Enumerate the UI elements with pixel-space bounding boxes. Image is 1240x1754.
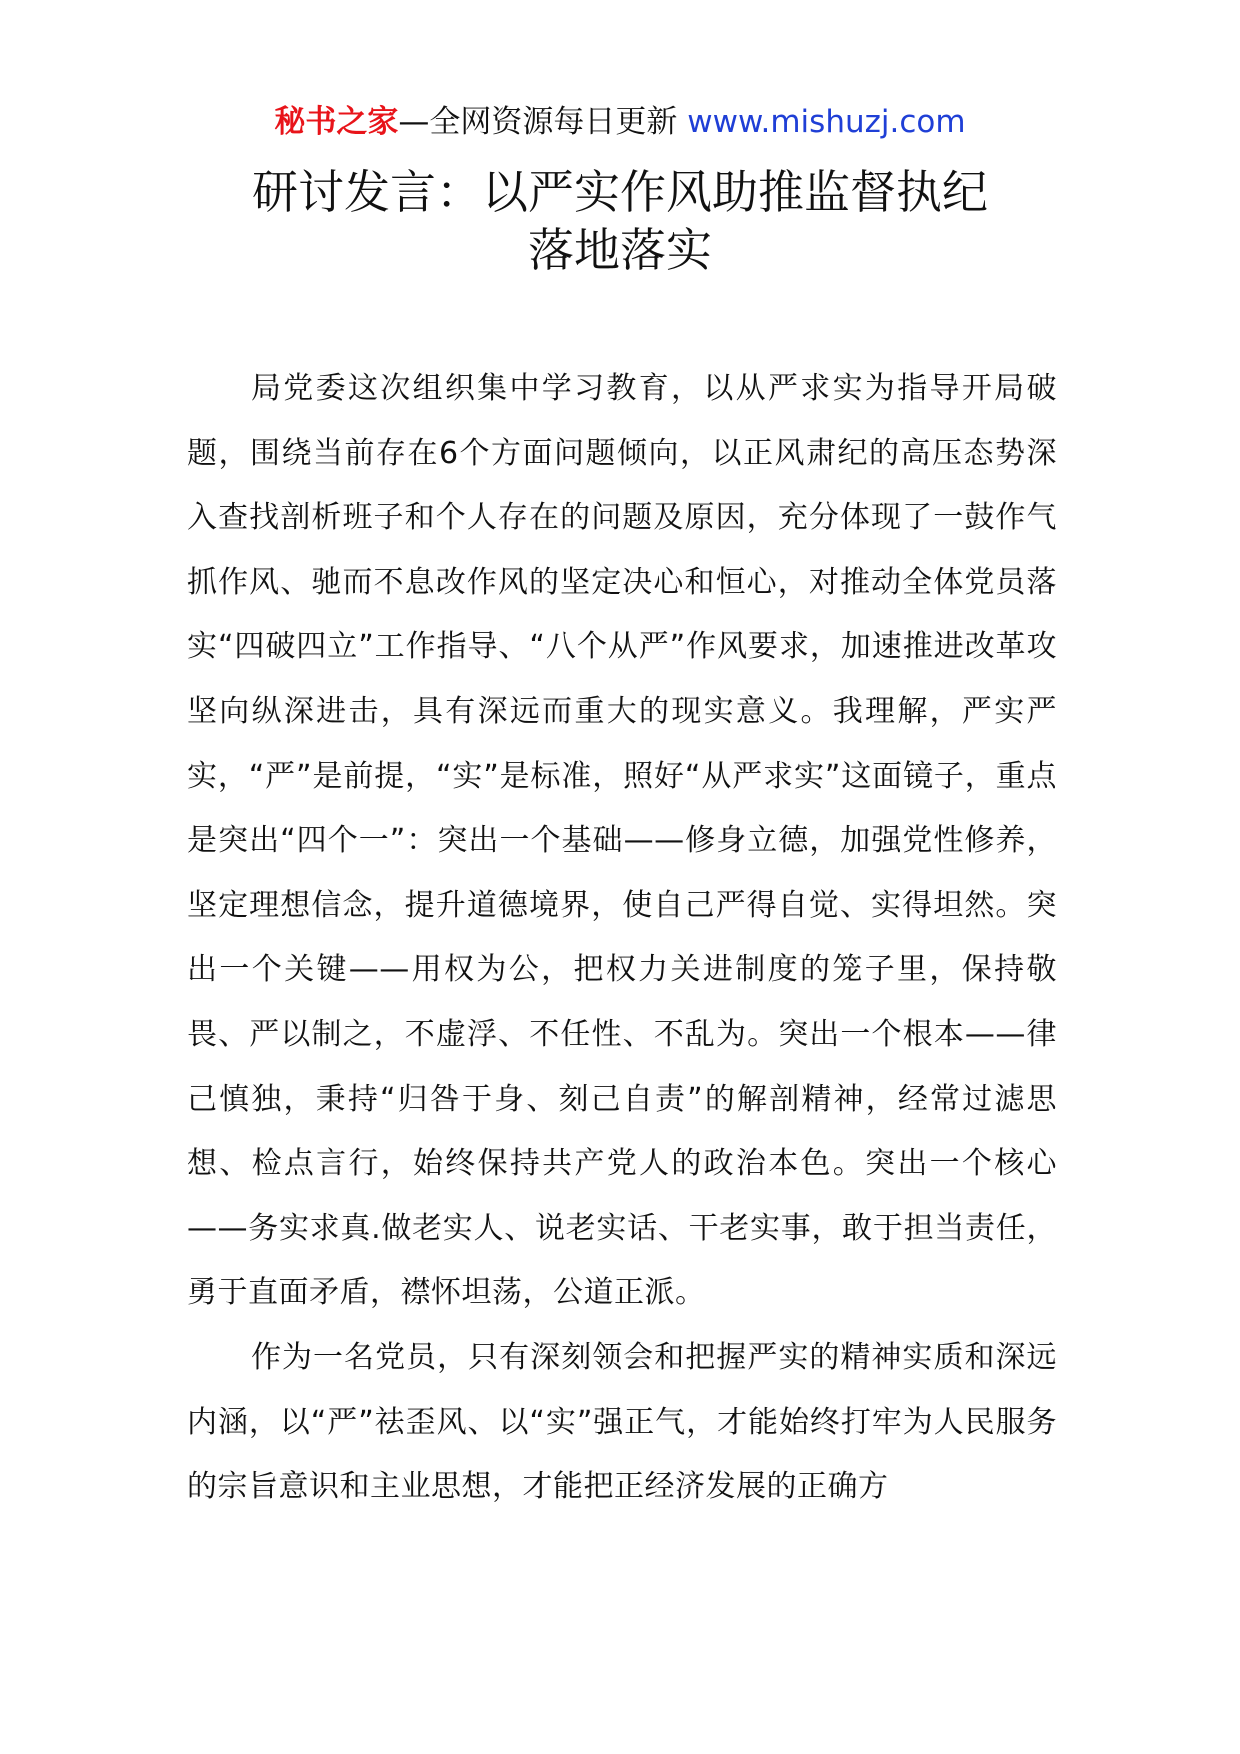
site-url-link[interactable]: www.mishuzj.com — [687, 104, 966, 140]
title-line-2: 落地落实 — [528, 223, 712, 277]
document-title — [0, 163, 1240, 279]
site-header — [0, 100, 1240, 144]
title-line-1: 研讨发言：以严实作风助推监督执纪 — [252, 165, 988, 219]
site-brand: 秘书之家 — [274, 104, 399, 140]
document-body — [187, 357, 1057, 1520]
paragraph: 局党委这次组织集中学习教育，以从严求实为指导开局破题，围绕当前存在6个方面问题倾向，以正风肃纪的高压态势深入查找剖析班子和个人存在的问题及原因，充分体现了一鼓作气抓作风、驰而不息改作风的坚定决心和恒心，对推动全体党员落实“四破四立”工作指导、“八个从严”作风要求，加速推进改革攻坚向纵深进击，具有深远而重大的现实意义。我理解，严实严实，“严”是前提，“实”是标准，照好“从严求实”这面镜子，重点是突出“四个一”：突出一个基础——修身立德，加强党性修养，坚定理想信念，提升道德境界，使自己严得自觉、实得坦然。突出一个关键——用权为公，把权力关进制度的笼子里，保持敬畏、严以制之，不虚浮、不任性、不乱为。突出一个根本——律己慎独，秉持“归咎于身、刻己自责”的解剖精神，经常过滤思想、检点言行，始终保持共产党人的政治本色。突出一个核心——务实求真.做老实人、说老实话、干老实事，敢于担当责任，勇于直面矛盾，襟怀坦荡，公道正派。 — [187, 371, 1057, 1311]
paragraph: 作为一名党员，只有深刻领会和把握严实的精神实质和深远内涵，以“严”祛歪风、以“实”强正气，才能始终打牢为人民服务的宗旨意识和主业思想，才能把正经济发展的正确方 — [187, 1339, 1057, 1505]
site-tagline: —全网资源每日更新 — [398, 104, 688, 140]
